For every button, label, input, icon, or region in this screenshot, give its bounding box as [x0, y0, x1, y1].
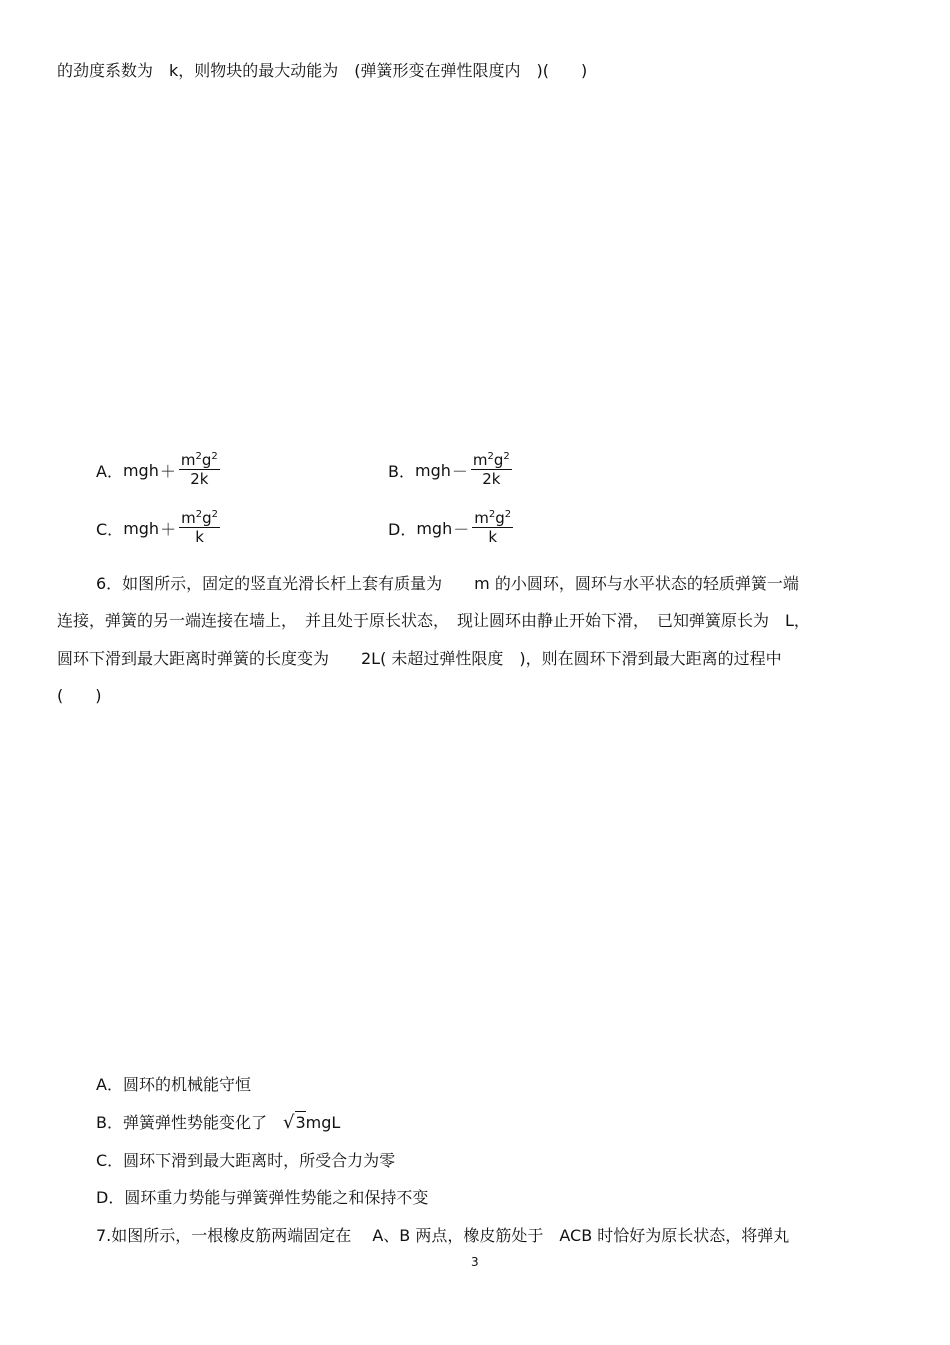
option-b-prefix: B．弹簧弹性势能变化了: [96, 1113, 283, 1132]
option-prefix: mgh: [123, 518, 160, 538]
fraction-numerator: $m^2g^2$: [472, 451, 510, 469]
q5-option-c: [96, 510, 220, 546]
sqrt-icon: √: [282, 1112, 295, 1133]
option-letter: C．: [96, 519, 124, 539]
fraction-denominator: 2k: [482, 470, 501, 488]
q5-option-a: [96, 452, 220, 488]
q6-option-a: A．圆环的机械能守恒: [96, 1075, 251, 1094]
option-operator: －: [451, 461, 468, 481]
option-fraction: [472, 510, 513, 546]
option-letter: B．: [388, 461, 415, 481]
option-b-suffix: mgL: [305, 1113, 341, 1132]
option-letter: D．: [388, 519, 417, 539]
option-operator: ＋: [160, 519, 177, 539]
page-number: 3: [471, 1255, 479, 1269]
q6-stem-line-4: ( ): [57, 686, 102, 705]
option-letter: A．: [96, 461, 123, 481]
q5-option-b: [388, 452, 512, 488]
fraction-numerator: $m^2g^2$: [180, 451, 218, 469]
option-fraction: [471, 452, 512, 488]
q6-option-d: D．圆环重力势能与弹簧弹性势能之和保持不变: [96, 1188, 429, 1207]
fraction-denominator: k: [195, 528, 204, 546]
q5-option-d: [388, 510, 513, 546]
option-prefix: mgh: [414, 460, 451, 480]
option-prefix: mgh: [416, 518, 453, 538]
option-fraction: [179, 510, 220, 546]
fraction-numerator: $m^2g^2$: [181, 509, 218, 527]
option-operator: ＋: [159, 461, 176, 481]
fraction-denominator: 2k: [190, 470, 209, 488]
q6-stem-line-1: 6．如图所示，固定的竖直光滑长杆上套有质量为 m 的小圆环，圆环与水平状态的轻质弹簧一端: [96, 574, 799, 593]
q5-stem-end: 的劲度系数为 k，则物块的最大动能为 (弹簧形变在弹性限度内 )( ): [57, 61, 588, 80]
option-prefix: mgh: [122, 460, 159, 480]
option-b-radicand: 3: [295, 1113, 306, 1132]
q6-stem-line-2: 连接，弹簧的另一端连接在墙上， 并且处于原长状态， 现让圆环由静止开始下滑， 已知弹簧原长为 L，: [57, 611, 810, 630]
option-fraction: [179, 452, 220, 488]
option-operator: －: [453, 519, 470, 539]
q6-stem-line-3: 圆环下滑到最大距离时弹簧的长度变为 2L( 未超过弹性限度 )，则在圆环下滑到最大距离的过程中: [57, 649, 782, 668]
fraction-numerator: $m^2g^2$: [474, 509, 512, 527]
fraction-denominator: k: [488, 528, 498, 546]
q6-option-b: [96, 1112, 340, 1134]
q6-option-c: C．圆环下滑到最大距离时，所受合力为零: [96, 1151, 396, 1170]
q7-stem-line-1: 7.如图所示，一根橡皮筋两端固定在 A、B 两点，橡皮筋处于 ACB 时恰好为原长状态，将弹丸: [96, 1226, 790, 1245]
